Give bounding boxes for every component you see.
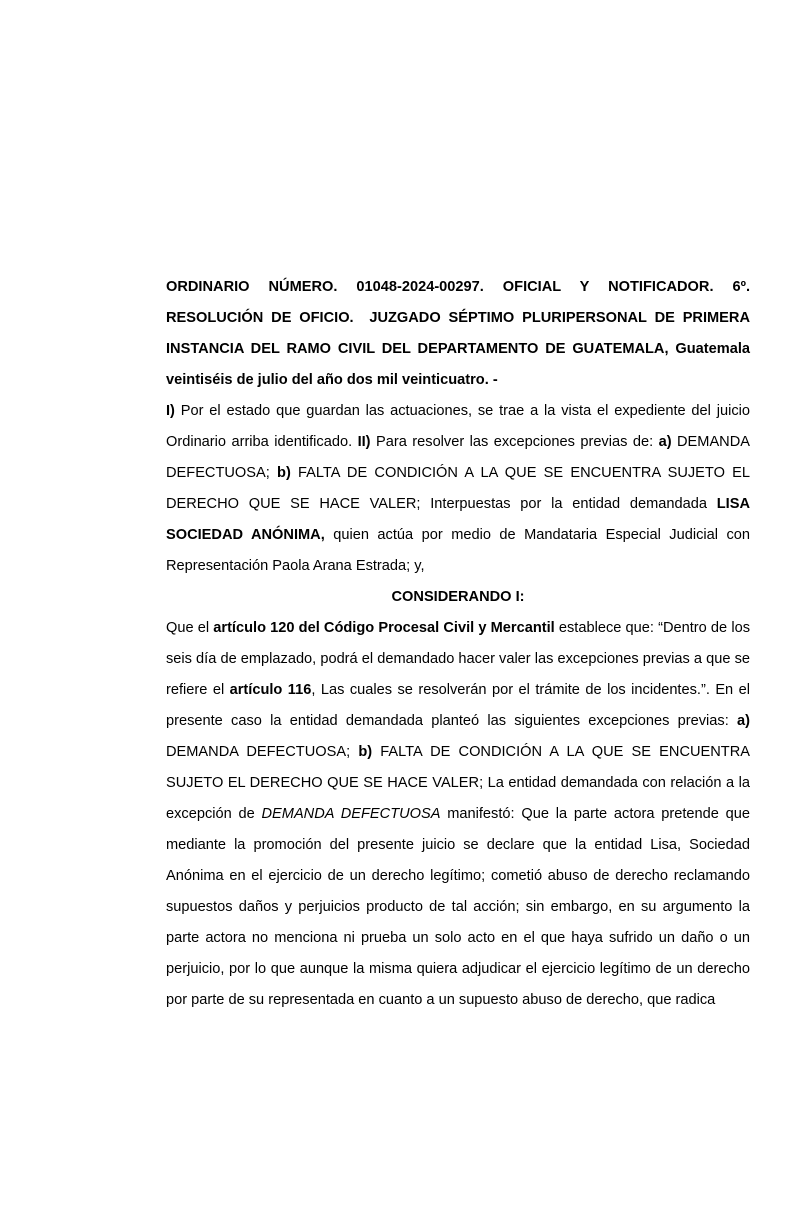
- heading-considerando-i: CONSIDERANDO I:: [391, 589, 525, 605]
- resolution-header-paragraph: [166, 272, 755, 396]
- paragraph-antecedents: [166, 396, 755, 582]
- statute-reference-120: artículo 120 del Código Procesal Civil y Mercantil: [213, 620, 555, 636]
- defendant-name: LISA SOCIEDAD ANÓNIMA,: [166, 496, 755, 543]
- considerando-exception-b-text: FALTA DE CONDICIÓN A LA QUE SE ENCUENTRA SUJETO EL DERECHO QUE SE HACE VALER; La entidad demandada con relación a la excepción de: [166, 744, 755, 822]
- considerando-exception-marker-b: b): [358, 744, 373, 760]
- antecedents-text-1: Por el estado que guardan las actuaciones, se trae a la vista el expediente del juicio Ordinario arriba identificado.: [166, 403, 755, 450]
- antecedents-text-3: quien actúa por medio de Mandataria Especial Judicial con Representación Paola Arana Estrada; y,: [166, 527, 755, 574]
- exception-name-italic: DEMANDA DEFECTUOSA: [261, 806, 441, 822]
- statute-reference-116: artículo 116: [229, 682, 312, 698]
- considerando-exception-marker-a: a): [737, 713, 750, 729]
- paragraph-considerando-body: [166, 613, 755, 1016]
- considerando-text-2: establece que: “Dentro de los seis día de emplazado, podrá el demandado hacer valer las excepciones previas a que se refiere el: [166, 620, 755, 698]
- considerando-text-3: , Las cuales se resolverán por el trámite de los incidentes.”. En el presente caso la entidad demandada planteó las siguientes excepciones previas:: [166, 682, 755, 729]
- exception-marker-b: b): [277, 465, 291, 481]
- considerando-text-1: Que el: [166, 620, 214, 636]
- exception-a-text: DEMANDA DEFECTUOSA;: [166, 434, 755, 481]
- numeral-marker-i: I): [166, 403, 175, 419]
- considerando-exception-a-text: DEMANDA DEFECTUOSA;: [166, 713, 755, 760]
- antecedents-text-2: Para resolver las excepciones previas de:: [370, 434, 659, 450]
- numeral-marker-ii: II): [357, 434, 371, 450]
- resolution-header-text: ORDINARIO NÚMERO. 01048-2024-00297. OFICIAL Y NOTIFICADOR. 6º. RESOLUCIÓN DE OFICIO. JUZGADO SÉPTIMO PLURIPERSONAL DE PRIMERA INSTANCIA DEL RAMO CIVIL DEL DEPARTAMENTO DE GUATEMALA, Guatemala veintiséis de julio del año dos mil veinticuatro. -: [166, 279, 755, 388]
- exception-marker-a: a): [658, 434, 672, 450]
- considerando-text-4: manifestó: Que la parte actora pretende que mediante la promoción del presente juicio se declare que la entidad Lisa, Sociedad Anónima en el ejercicio de un derecho legítimo; cometió abuso de derecho reclamando supuestos daños y perjuicios producto de tal acción; sin embargo, en su argumento la parte actora no menciona ni prueba un solo acto en el que haya sufrido un daño o un perjuicio, por lo que aunque la misma quiera adjudicar el ejercicio legítimo de un derecho por parte de su representada en cuanto a un supuesto abuso de derecho, que radica: [166, 806, 755, 1008]
- document-text-body: [166, 272, 755, 1016]
- exception-b-text: FALTA DE CONDICIÓN A LA QUE SE ENCUENTRA SUJETO EL DERECHO QUE SE HACE VALER; Interpuestas por la entidad demandada: [166, 465, 755, 512]
